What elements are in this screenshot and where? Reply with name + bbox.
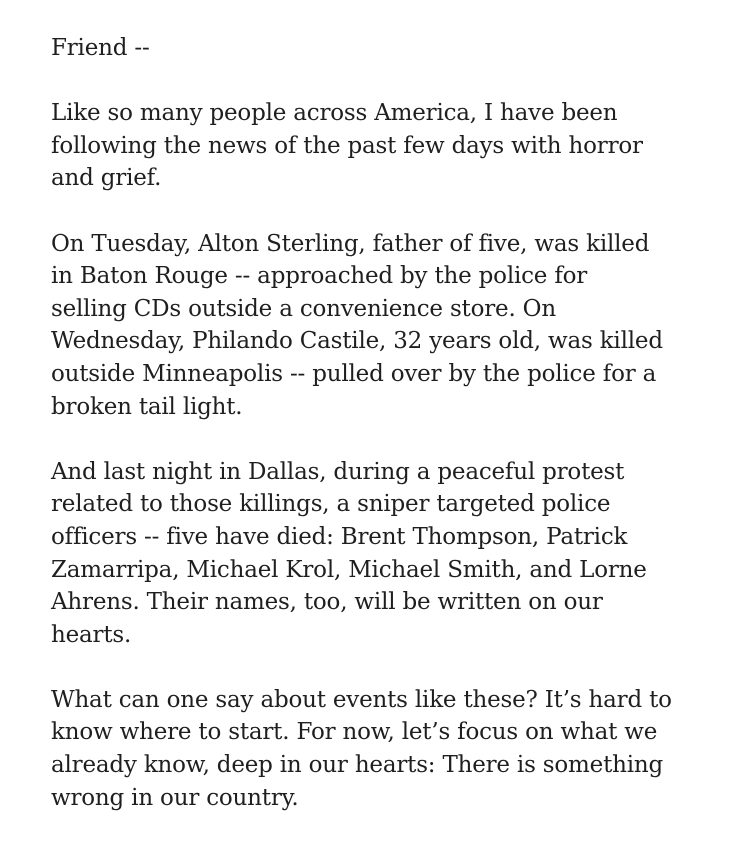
text-line: Like so many people across America, I have been	[51, 100, 618, 127]
text-line: related to those killings, a sniper targeted police	[51, 491, 611, 518]
letter-body	[51, 32, 721, 847]
text-line: On Tuesday, Alton Sterling, father of five, was killed	[51, 230, 650, 257]
text-line: know where to start. For now, let’s focus on what we	[51, 719, 658, 746]
text-line: Ahrens. Their names, too, will be written on our	[51, 589, 603, 616]
text-line: and grief.	[51, 165, 162, 192]
text-line: already know, deep in our hearts: There is something	[51, 752, 664, 779]
text-line: broken tail light.	[51, 393, 243, 420]
text-line: following the news of the past few days with horror	[51, 132, 643, 159]
text-line: selling CDs outside a convenience store. On	[51, 295, 556, 322]
text-line: And last night in Dallas, during a peaceful protest	[51, 458, 625, 485]
paragraph-dallas	[51, 456, 721, 652]
text-line: Zamarripa, Michael Krol, Michael Smith, and Lorne	[51, 556, 647, 583]
text-line: wrong in our country.	[51, 784, 299, 811]
text-line: in Baton Rouge -- approached by the police for	[51, 263, 588, 290]
text-line: Wednesday, Philando Castile, 32 years old, was killed	[51, 328, 663, 355]
paragraph-sterling-castile	[51, 228, 721, 424]
salutation	[51, 32, 721, 65]
text-line: outside Minneapolis -- pulled over by the police for a	[51, 360, 657, 387]
text-line: What can one say about events like these? It’s hard to	[51, 686, 672, 713]
text-line: officers -- five have died: Brent Thompson, Patrick	[51, 523, 628, 550]
paragraph-intro	[51, 97, 721, 195]
paragraph-closing	[51, 684, 721, 814]
text-line: hearts.	[51, 621, 132, 648]
salutation-text: Friend --	[51, 35, 150, 61]
